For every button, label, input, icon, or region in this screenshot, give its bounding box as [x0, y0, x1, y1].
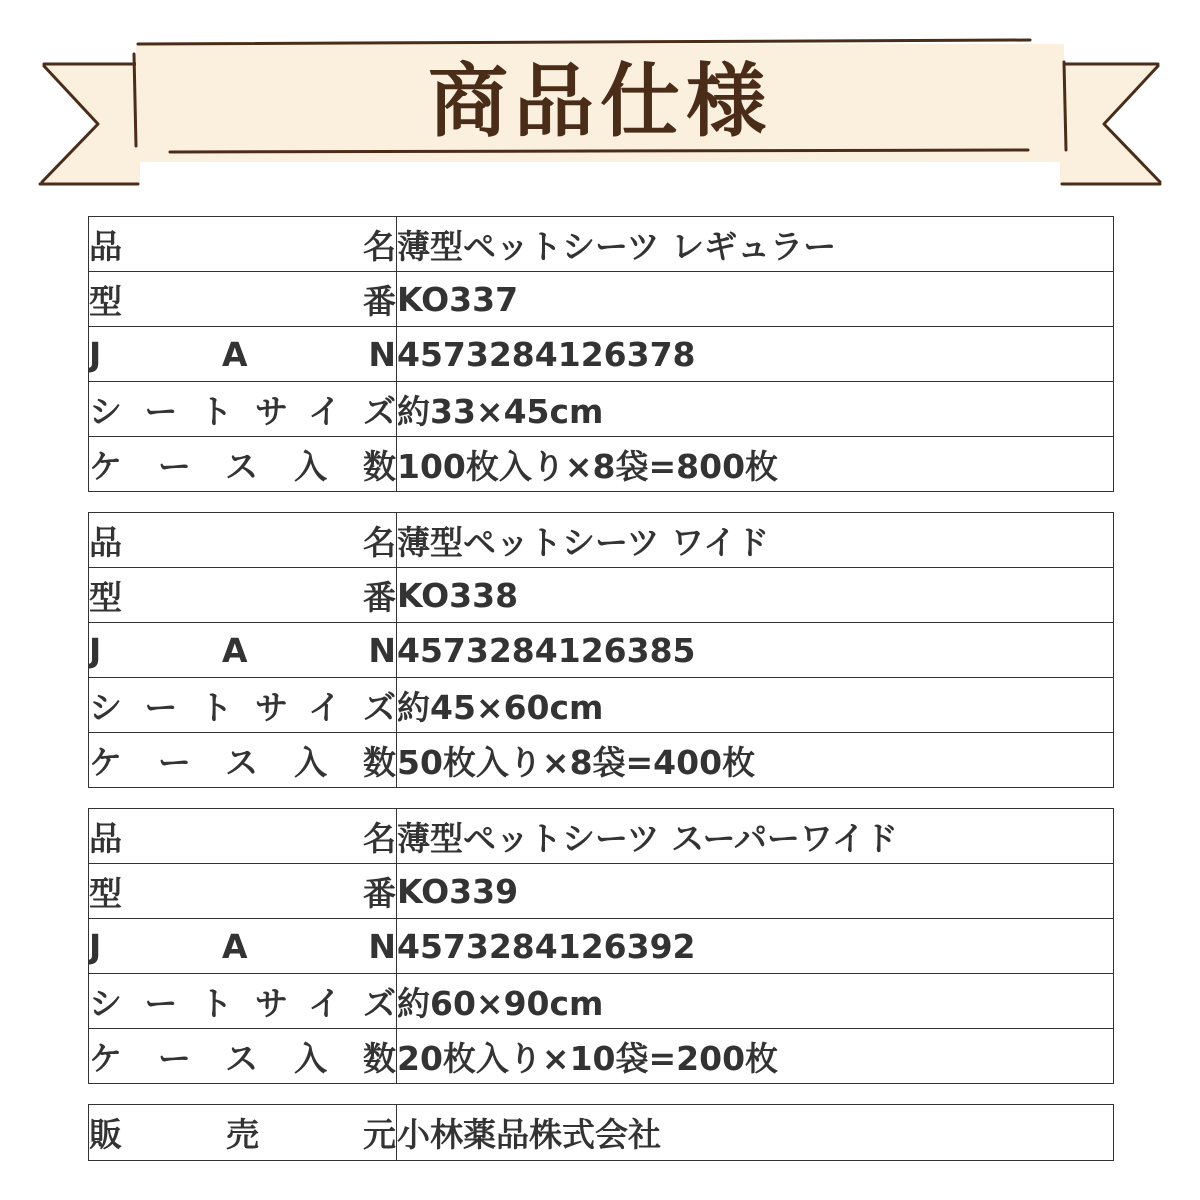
sheet-size: 約33×45cm: [397, 382, 1114, 437]
table-row: [89, 382, 1114, 437]
model-number-label: 型 番: [89, 568, 397, 623]
sheet-size-label: シートサイズ: [89, 678, 397, 733]
jan-code: 4573284126385: [397, 623, 1114, 678]
case-quantity-label: ケース入数: [89, 733, 397, 788]
table-row: [89, 272, 1114, 327]
product-name: 薄型ペットシーツ レギュラー: [397, 217, 1114, 272]
table-row: [89, 919, 1114, 974]
table-row: [89, 809, 1114, 864]
table-row: [89, 568, 1114, 623]
table-row: [89, 623, 1114, 678]
case-quantity-label: ケース入数: [89, 1029, 397, 1084]
table-row: [89, 974, 1114, 1029]
table-row: [89, 733, 1114, 788]
spec-table-super-wide: [88, 808, 1114, 1084]
seller-label: 販売元: [89, 1105, 397, 1161]
jan-label: J A N: [89, 623, 397, 678]
spec-table-regular: [88, 216, 1114, 492]
title-banner: [0, 0, 1200, 200]
product-name-label: 品 名: [89, 217, 397, 272]
table-row: [89, 1029, 1114, 1084]
table-row: [89, 513, 1114, 568]
product-name-label: 品 名: [89, 809, 397, 864]
table-row: [89, 1105, 1114, 1161]
seller-name: 小林薬品株式会社: [397, 1105, 1114, 1161]
sheet-size: 約60×90cm: [397, 974, 1114, 1029]
sheet-size-label: シートサイズ: [89, 974, 397, 1029]
sheet-size-label: シートサイズ: [89, 382, 397, 437]
product-name: 薄型ペットシーツ ワイド: [397, 513, 1114, 568]
case-quantity: 100枚入り×8袋=800枚: [397, 437, 1114, 492]
model-number-label: 型 番: [89, 272, 397, 327]
table-row: [89, 437, 1114, 492]
model-number: KO338: [397, 568, 1114, 623]
table-row: [89, 678, 1114, 733]
table-row: [89, 217, 1114, 272]
jan-code: 4573284126392: [397, 919, 1114, 974]
model-number: KO337: [397, 272, 1114, 327]
model-number-label: 型 番: [89, 864, 397, 919]
case-quantity: 20枚入り×10袋=200枚: [397, 1029, 1114, 1084]
case-quantity-label: ケース入数: [89, 437, 397, 492]
model-number: KO339: [397, 864, 1114, 919]
jan-label: J A N: [89, 327, 397, 382]
page-title: 商品仕様: [428, 55, 772, 148]
table-row: [89, 327, 1114, 382]
sheet-size: 約45×60cm: [397, 678, 1114, 733]
table-row: [89, 864, 1114, 919]
jan-code: 4573284126378: [397, 327, 1114, 382]
product-name: 薄型ペットシーツ スーパーワイド: [397, 809, 1114, 864]
product-name-label: 品 名: [89, 513, 397, 568]
spec-table-wide: [88, 512, 1114, 788]
seller-table: [88, 1104, 1114, 1161]
jan-label: J A N: [89, 919, 397, 974]
case-quantity: 50枚入り×8袋=400枚: [397, 733, 1114, 788]
